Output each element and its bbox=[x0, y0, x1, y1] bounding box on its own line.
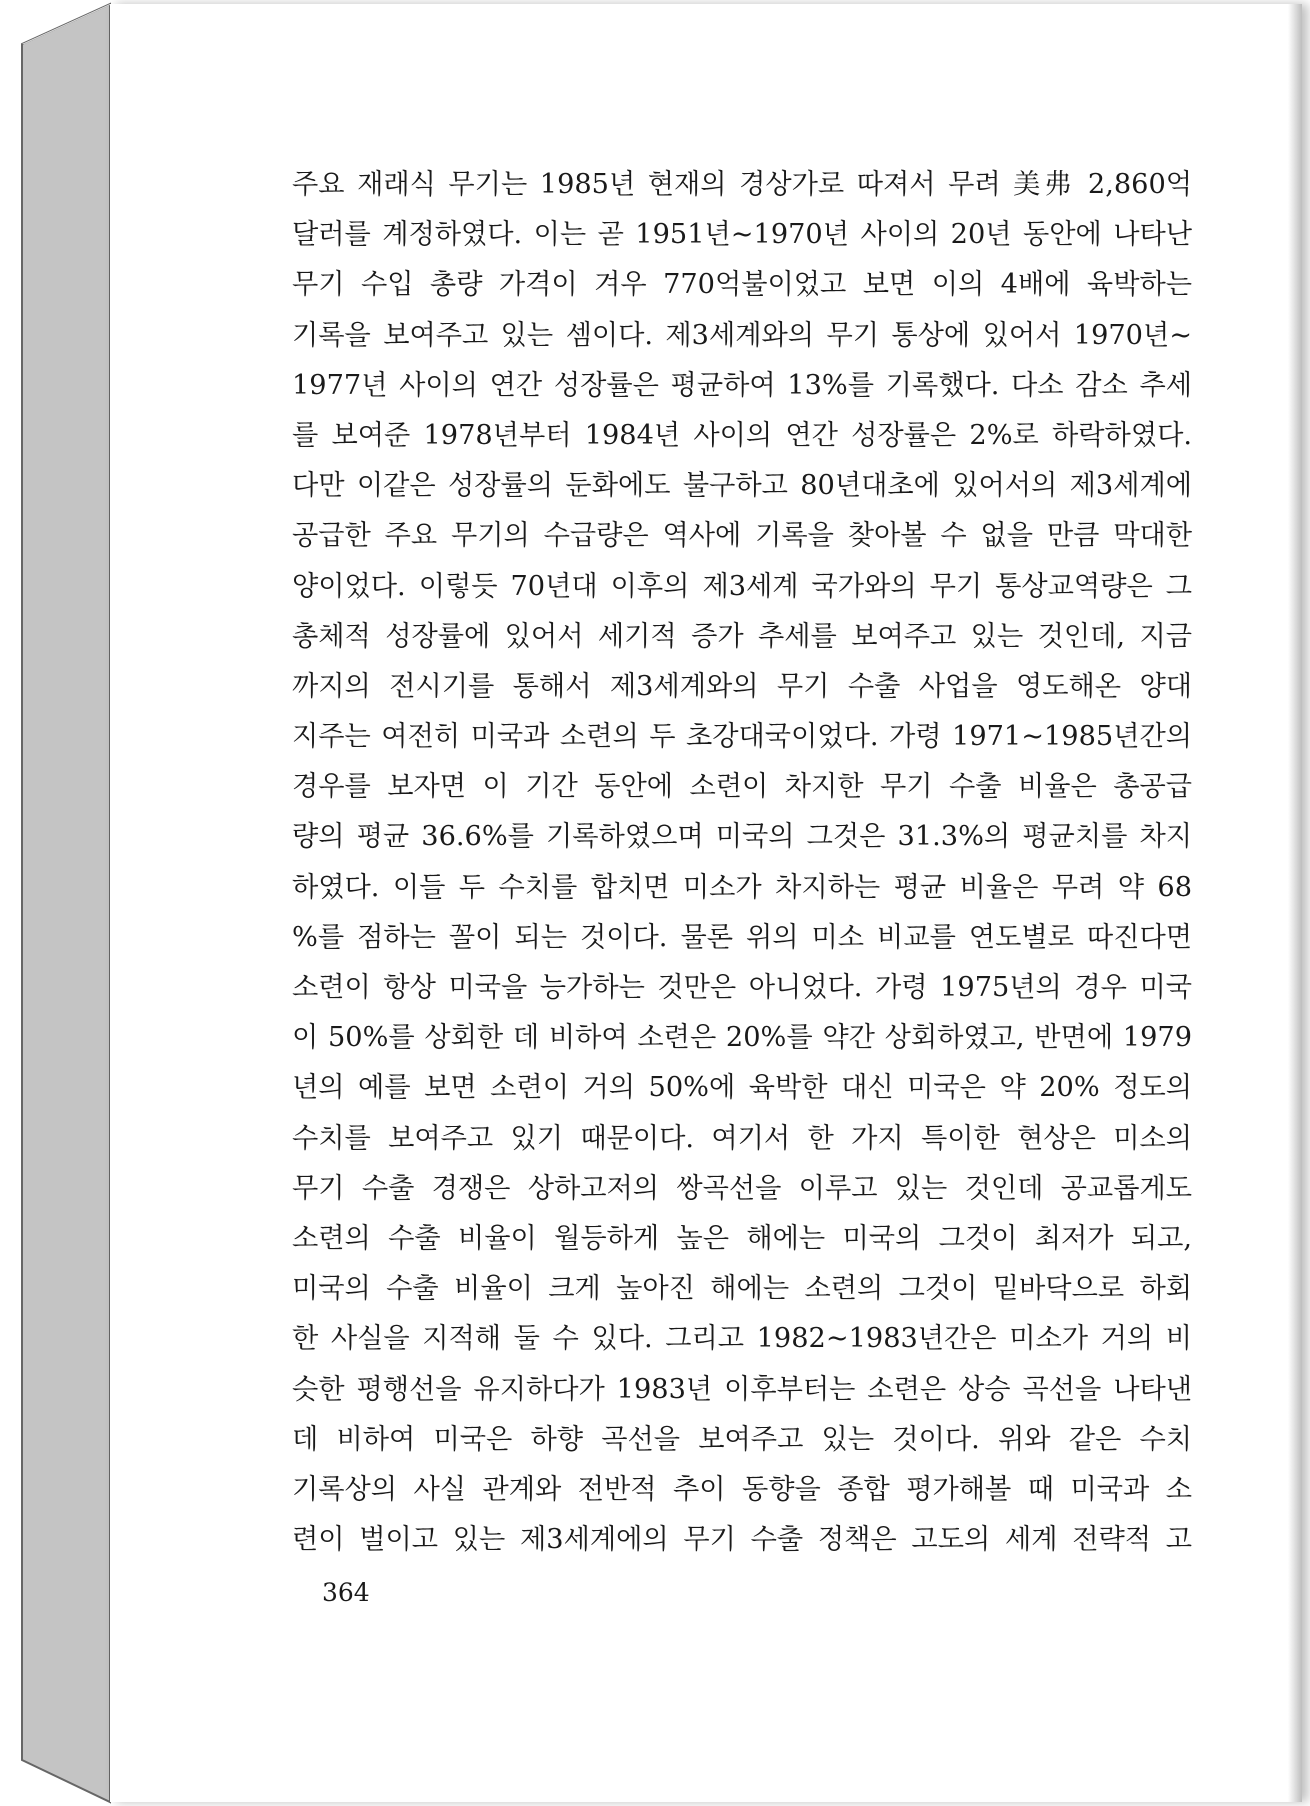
text-line: 소련의 수출 비율이 월등하게 높은 해에는 미국의 그것이 최저가 되고, bbox=[292, 1222, 1192, 1254]
text-line: 기록을 보여주고 있는 셈이다. 제3세계와의 무기 통상에 있어서 1970년∼ bbox=[292, 319, 1192, 351]
page-number: 364 bbox=[322, 1578, 370, 1607]
text-line: 련이 벌이고 있는 제3세계에의 무기 수출 정책은 고도의 세계 전략적 고 bbox=[292, 1524, 1192, 1556]
text-line: 무기 수입 총량 가격이 겨우 770억불이었고 보면 이의 4배에 육박하는 bbox=[292, 269, 1192, 301]
text-line: 미국의 수출 비율이 크게 높아진 해에는 소련의 그것이 밑바닥으로 하회 bbox=[292, 1273, 1192, 1305]
text-line: 량의 평균 36.6%를 기록하였으며 미국의 그것은 31.3%의 평균치를 차지 bbox=[292, 821, 1192, 853]
text-line: 까지의 전시기를 통해서 제3세계와의 무기 수출 사업을 영도해온 양대 bbox=[292, 670, 1192, 702]
body-text bbox=[292, 160, 1192, 1565]
text-line: 수치를 보여주고 있기 때문이다. 여기서 한 가지 특이한 현상은 미소의 bbox=[292, 1122, 1192, 1154]
text-line: 소련이 항상 미국을 능가하는 것만은 아니었다. 가령 1975년의 경우 미국 bbox=[292, 972, 1192, 1003]
text-line: 년의 예를 보면 소련이 거의 50%에 육박한 대신 미국은 약 20% 정도의 bbox=[292, 1072, 1192, 1104]
text-line: 공급한 주요 무기의 수급량은 역사에 기록을 찾아볼 수 없을 만큼 막대한 bbox=[292, 520, 1192, 552]
text-line: 이 50%를 상회한 데 비하여 소련은 20%를 약간 상회하였고, 반면에 1979 bbox=[292, 1022, 1192, 1054]
text-line: 주요 재래식 무기는 1985년 현재의 경상가로 따져서 무려 美弗 2,860억 bbox=[292, 169, 1192, 200]
text-line: 데 비하여 미국은 하향 곡선을 보여주고 있는 것이다. 위와 같은 수치 bbox=[292, 1423, 1192, 1455]
text-line: %를 점하는 꼴이 되는 것이다. 물론 위의 미소 비교를 연도별로 따진다면 bbox=[292, 921, 1192, 953]
text-line: 무기 수출 경쟁은 상하고저의 쌍곡선을 이루고 있는 것인데 공교롭게도 bbox=[292, 1172, 1192, 1204]
text-line: 하였다. 이들 두 수치를 합치면 미소가 차지하는 평균 비율은 무려 약 68 bbox=[292, 871, 1192, 903]
page-edge bbox=[1288, 4, 1302, 1802]
text-line: 한 사실을 지적해 둘 수 있다. 그리고 1982∼1983년간은 미소가 거의 비 bbox=[292, 1323, 1192, 1355]
text-line: 를 보여준 1978년부터 1984년 사이의 연간 성장률은 2%로 하락하였다. bbox=[292, 419, 1192, 451]
text-line: 달러를 계정하였다. 이는 곧 1951년∼1970년 사이의 20년 동안에 나타난 bbox=[292, 219, 1192, 251]
text-line: 총체적 성장률에 있어서 세기적 증가 추세를 보여주고 있는 것인데, 지금 bbox=[292, 620, 1192, 652]
text-line: 경우를 보자면 이 기간 동안에 소련이 차지한 무기 수출 비율은 총공급 bbox=[292, 771, 1192, 803]
text-line: 양이었다. 이렇듯 70년대 이후의 제3세계 국가와의 무기 통상교역량은 그 bbox=[292, 570, 1192, 602]
text-line: 1977년 사이의 연간 성장률은 평균하여 13%를 기록했다. 다소 감소 추세 bbox=[292, 369, 1192, 401]
text-line: 다만 이같은 성장률의 둔화에도 불구하고 80년대초에 있어서의 제3세계에 bbox=[292, 470, 1192, 502]
text-line: 슷한 평행선을 유지하다가 1983년 이후부터는 소련은 상승 곡선을 나타낸 bbox=[292, 1373, 1192, 1405]
text-line: 기록상의 사실 관계와 전반적 추이 동향을 종합 평가해볼 때 미국과 소 bbox=[292, 1473, 1192, 1505]
text-line: 지주는 여전히 미국과 소련의 두 초강대국이었다. 가령 1971∼1985년간의 bbox=[292, 721, 1192, 753]
